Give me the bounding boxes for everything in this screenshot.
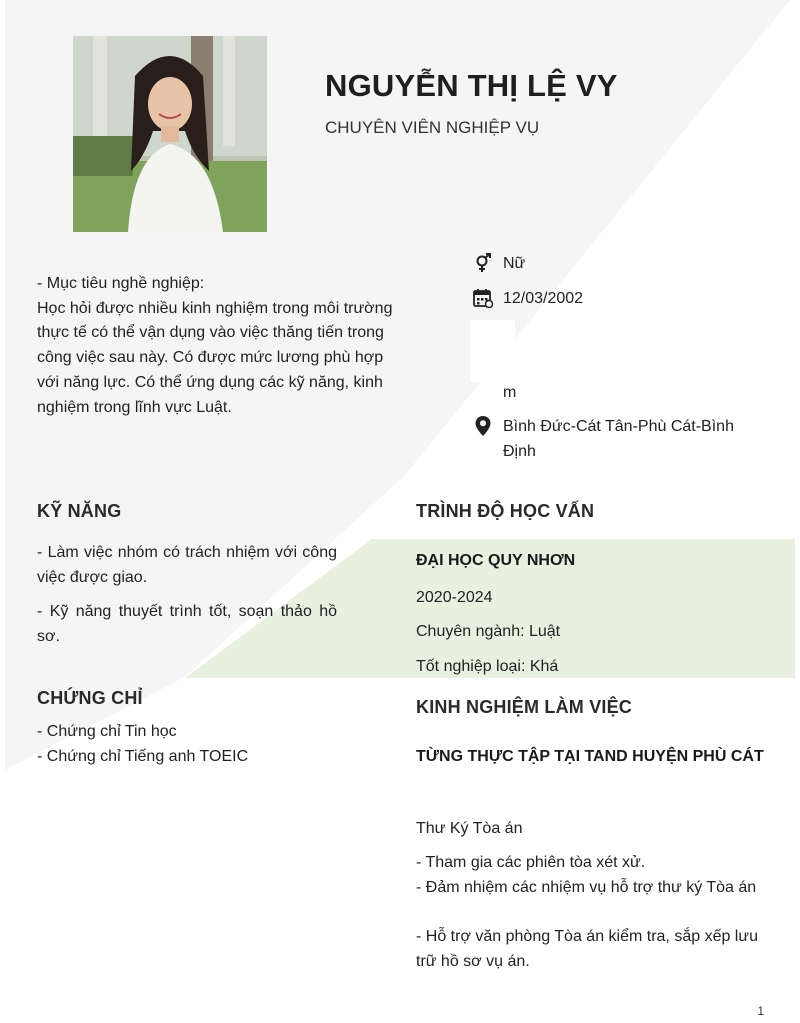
partial-contact-text: m xyxy=(503,384,517,401)
calendar-icon xyxy=(473,287,493,309)
certificate-item: - Chứng chỉ Tiếng anh TOEIC xyxy=(37,748,249,765)
gender-value: Nữ xyxy=(503,255,526,272)
education-grade: Tốt nghiệp loại: Khá xyxy=(416,658,559,675)
location-pin-icon xyxy=(473,415,493,437)
gender-icon xyxy=(473,252,493,274)
background-white-patch xyxy=(470,320,515,382)
experience-role: Thư Ký Tòa án xyxy=(416,820,523,837)
experience-duty: - Đảm nhiệm các nhiệm vụ hỗ trợ thư ký Tòa án xyxy=(416,879,757,896)
experience-duty: - Tham gia các phiên tòa xét xử. xyxy=(416,854,646,871)
skill-item: - Kỹ năng thuyết trình tốt, soạn thảo hồ sơ. xyxy=(37,603,337,645)
skills-heading: KỸ NĂNG xyxy=(37,501,122,521)
info-address xyxy=(473,415,743,464)
education-heading: TRÌNH ĐỘ HỌC VẤN xyxy=(416,501,595,521)
info-birthdate xyxy=(473,287,743,312)
certificates-heading: CHỨNG CHỈ xyxy=(37,688,143,708)
info-gender xyxy=(473,252,743,277)
education-major: Chuyên ngành: Luật xyxy=(416,623,561,640)
objective-text: Học hỏi được nhiều kinh nghiệm trong môi trường thực tế có thể vận dụng vào việc thăng tiến trong công việc sau này. Có được mức lương phù hợp với năng lực. Có thể ứng dụng các kỹ năng, kinh nghiệm trong lĩnh vực Luật. xyxy=(37,299,393,416)
education-school: ĐẠI HỌC QUY NHƠN xyxy=(416,552,576,569)
objective-heading: - Mục tiêu nghề nghiệp: xyxy=(37,275,205,292)
page-number: 1 xyxy=(757,1004,764,1018)
career-objective xyxy=(37,272,409,420)
info-partial xyxy=(473,381,743,406)
birthdate-value: 12/03/2002 xyxy=(503,290,584,307)
job-title: CHUYÊN VIÊN NGHIỆP VỤ xyxy=(325,118,540,137)
education-years: 2020-2024 xyxy=(416,589,493,606)
experience-place: TỪNG THỰC TẬP TẠI TAND HUYỆN PHÙ CÁT xyxy=(416,748,764,765)
profile-photo xyxy=(73,36,267,232)
address-value: Bình Đức-Cát Tân-Phù Cát-Bình Định xyxy=(503,418,734,460)
candidate-name: NGUYỄN THỊ LỆ VY xyxy=(325,68,618,103)
experience-heading: KINH NGHIỆM LÀM VIỆC xyxy=(416,697,633,717)
experience-duty: - Hỗ trợ văn phòng Tòa án kiểm tra, sắp xếp lưu trữ hồ sơ vụ án. xyxy=(416,928,758,970)
skill-item: - Làm việc nhóm có trách nhiệm với công việc được giao. xyxy=(37,544,337,586)
certificate-item: - Chứng chỉ Tin học xyxy=(37,723,177,740)
